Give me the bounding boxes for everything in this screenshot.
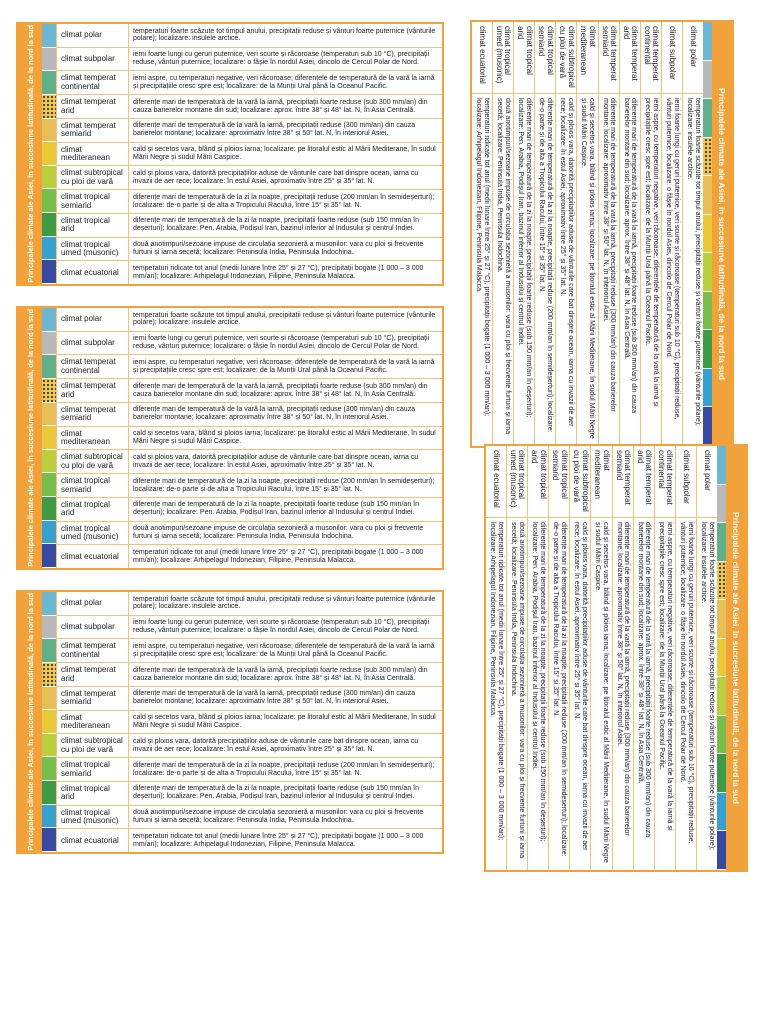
climate-name: climat temperat arid xyxy=(57,379,129,402)
climate-name: climat temperat semiarid xyxy=(57,687,129,710)
table-row xyxy=(527,446,548,870)
climate-description: ierni foarte lungi cu geruri puternice, veri scurte și răcoroase (temperaturi sub 10 °C), precipitații reduse, vânturi puternice; localizare: o fâșie în nordul Asiei, dincolo de Cercul Polar de Nord. xyxy=(133,335,430,351)
climate-name: climat subtropical cu ploi de vară xyxy=(570,446,590,518)
table-row xyxy=(569,446,590,870)
legend-swatch xyxy=(42,805,56,829)
table-row xyxy=(57,616,442,640)
climate-description: ierni foarte lungi cu geruri puternice, veri scurte și răcoroase (temperaturi sub 10 °C), precipitații reduse, vânturi puternice; localizare: o fâșie în nordul Asiei, dincolo de Cercul Polar de Nord. xyxy=(133,51,430,67)
climate-description: cald și ploios vara, datorită precipitațiilor aduse de vânturile care bat dinspre ocean, iarna cu invazii de aer rece; localizare: în estul Asiei, aproximativ între 25° și 35° lat. N. xyxy=(133,737,419,753)
climate-name: climat mediteranean xyxy=(57,143,129,166)
color-legend xyxy=(42,308,56,568)
legend-swatch xyxy=(42,48,56,72)
climate-name: climat tropical arid xyxy=(514,22,534,94)
climate-name: climat temperat semiarid xyxy=(57,119,129,142)
table-row xyxy=(619,22,640,446)
climate-name: climat temperat continental xyxy=(641,22,661,94)
table-row xyxy=(640,22,661,446)
table-row xyxy=(57,663,442,687)
table-row xyxy=(57,71,442,95)
table-row xyxy=(57,48,442,72)
legend-swatch xyxy=(42,308,56,332)
climate-name: climat tropical umed (musonic) xyxy=(493,22,513,94)
table-row xyxy=(661,22,682,446)
table-row xyxy=(57,592,442,616)
legend-swatch xyxy=(42,473,56,497)
climate-name: climat mediteranean xyxy=(57,427,129,450)
climate-name: climat ecuatorial xyxy=(57,829,129,852)
panel-title xyxy=(18,24,42,284)
table-row xyxy=(57,782,442,806)
climate-panel-rotated xyxy=(470,20,734,448)
climate-description: diferențe mari de temperatură de la zi la noapte, precipitații reduse (200 mm/an în semideșerturi); localizare: de-o parte și de alta a Tropicului Racului, între 15° și 35° lat. N. xyxy=(133,761,435,777)
color-legend xyxy=(42,24,56,284)
climate-description: diferențe mari de temperatură de la vară la iarnă, precipitații foarte reduse (sub 300 mm/an) din cauza barierelor montane din sud; localizare: aprox. între 38° și 48° lat. N, în Asia Centrală. xyxy=(636,522,652,838)
legend-swatch xyxy=(717,677,726,716)
legend-swatch xyxy=(42,95,56,119)
climate-name: climat subtropical cu ploi de vară xyxy=(57,450,129,473)
climate-panel-rotated xyxy=(484,444,748,872)
climate-description: cald și ploios vara, datorită precipitațiilor aduse de vânturile care bat dinspre ocean, iarna cu invazii de aer rece; localizare: în estul Asiei, aproximativ între 25° și 35° lat. N. xyxy=(573,522,589,851)
legend-swatch xyxy=(717,793,726,832)
climate-name: climat ecuatorial xyxy=(57,261,129,284)
table-row xyxy=(682,22,703,446)
climate-description: diferențe mari de temperatură de la vară la iarnă, precipitații foarte reduse (sub 300 mm/an) din cauza barierelor montane din sud; localizare: aprox. între 38° și 48° lat. N, în Asia Centrală. xyxy=(622,98,638,414)
legend-swatch xyxy=(703,292,712,331)
climate-table xyxy=(486,446,717,870)
climate-name: climat ecuatorial xyxy=(57,545,129,568)
table-row xyxy=(590,446,611,870)
climate-description: temperaturi ridicate tot anul (medii lunare între 25° și 27 °C), precipitații bogate (1 000 – 3 000 mm/an); localizare: Arhipelagul Indonezian, Filipine, Peninsula Malacca. xyxy=(475,98,490,417)
legend-swatch xyxy=(42,687,56,711)
table-row xyxy=(486,446,506,870)
table-row xyxy=(57,95,442,119)
climate-name: climat polar xyxy=(57,24,129,47)
table-row xyxy=(57,806,442,830)
climate-description: diferențe mari de temperatură de la zi la noapte, precipitații foarte reduse (sub 150 mm/an în deșerturi); localizare: Pen. Arabia, Podișul Iran, bazinul inferior al Indusului și centrul Indiei. xyxy=(531,522,547,842)
climate-name: climat temperat arid xyxy=(57,95,129,118)
color-legend xyxy=(703,22,712,446)
table-row xyxy=(57,214,442,238)
climate-name: climat tropical arid xyxy=(57,214,129,237)
legend-swatch xyxy=(717,485,726,524)
legend-swatch xyxy=(42,781,56,805)
climate-panel xyxy=(16,590,444,854)
climate-description: diferențe mari de temperatură de la zi la noapte, precipitații reduse (200 mm/an în semideșerturi); localizare: de-o parte și de alta a Tropicului Racului, între 15° și 35° lat. N. xyxy=(133,477,435,493)
table-row xyxy=(57,687,442,711)
legend-swatch xyxy=(703,176,712,215)
legend-swatch xyxy=(42,189,56,213)
climate-description: temperaturi foarte scăzute tot timpul anului, precipitații reduse și vânturi foarte puternice (vânturile polare); localizare: insulele arctice. xyxy=(133,311,436,327)
legend-swatch xyxy=(42,332,56,356)
climate-description: temperaturi foarte scăzute tot timpul anului, precipitații reduse și vânturi foarte puternice (vânturile polare); localizare: insulele arctice. xyxy=(133,27,436,43)
table-row xyxy=(57,24,442,48)
climate-description: ierni aspre, cu temperaturi negative, veri răcoroase; diferențele de temperatură de la vară la iarnă și precipitațiile cresc spre est; localizare: de la Munții Ural până la Oceanul Pacific. xyxy=(133,359,435,374)
climate-name: climat tropical semiarid xyxy=(57,190,129,213)
panel-title xyxy=(18,592,42,852)
table-row xyxy=(57,332,442,356)
table-row xyxy=(555,22,576,446)
panel-title-text: Principalele climate ale Asiei, în succesiune latitudinală, de la nord la sud xyxy=(25,593,35,851)
climate-table xyxy=(56,592,442,852)
climate-description: diferențe mari de temperatură de la zi la noapte, precipitații reduse (200 mm/an în semideșerturi); localizare: de-o parte și de alta a Tropicului Racului, între 15° și 35° lat. N. xyxy=(133,193,435,209)
legend-swatch xyxy=(42,403,56,427)
climate-name: climat tropical arid xyxy=(528,446,548,518)
climate-table xyxy=(56,24,442,284)
table-row xyxy=(57,639,442,663)
table-row xyxy=(57,355,442,379)
climate-description: cald și secetos vara, blând și ploios iarna; localizare: pe litoralul estic al Mării Mediterane, în sudul Mării Negre și sudul Mării Caspice. xyxy=(133,146,436,162)
table-row xyxy=(472,22,492,446)
climate-name: climat ecuatorial xyxy=(472,22,492,94)
climate-description: ierni foarte lungi cu geruri puternice, veri scurte și răcoroase (temperaturi sub 10 °C), precipitații reduse, vânturi puternice; localizare: o fâșie în nordul Asiei, dincolo de Cercul Polar de Nord. xyxy=(678,522,694,844)
climate-name: climat tropical umed (musonic) xyxy=(57,522,129,545)
table-row xyxy=(57,522,442,546)
table-row xyxy=(57,238,442,262)
color-legend xyxy=(717,446,726,870)
climate-description: diferențe mari de temperatură de la vară la iarnă, precipitații reduse (300 mm/an) din cauza barierelor montane; localizare: aproximativ între 38° și 50° lat. N, în interiorul Asiei. xyxy=(601,98,617,412)
legend-swatch xyxy=(42,119,56,143)
climate-description: ierni aspre, cu temperaturi negative, veri răcoroase; diferențele de temperatură de la vară la iarnă și precipitațiile cresc spre est; localizare: de la Munții Ural până la Oceanul Pacific. xyxy=(133,643,435,658)
climate-name: climat tropical semiarid xyxy=(57,474,129,497)
legend-swatch xyxy=(42,213,56,237)
climate-name: climat polar xyxy=(57,308,129,331)
legend-swatch xyxy=(42,24,56,48)
climate-name: climat subpolar xyxy=(662,22,682,94)
climate-description: cald și secetos vara, blând și ploios iarna; localizare: pe litoralul estic al Mării Mediterane, în sudul Mării Negre și sudul Mării Caspice. xyxy=(133,714,436,730)
legend-swatch xyxy=(42,426,56,450)
climate-name: climat mediteranean xyxy=(577,22,597,94)
legend-swatch xyxy=(703,61,712,100)
legend-swatch xyxy=(703,369,712,408)
table-row xyxy=(57,166,442,190)
climate-name: climat subpolar xyxy=(57,616,129,639)
climate-description: diferențe mari de temperatură de la vară la iarnă, precipitații reduse (300 mm/an) din cauza barierelor montane; localizare: aproximativ între 38° și 50° lat. N, în interiorul Asiei. xyxy=(133,406,416,422)
climate-name: climat polar xyxy=(57,592,129,615)
climate-name: climat subtropical cu ploi de vară xyxy=(556,22,576,94)
panel-title-text: Principalele climate ale Asiei, în succesiune latitudinală, de la nord la sud xyxy=(25,25,35,283)
table-row xyxy=(598,22,619,446)
legend-swatch xyxy=(42,379,56,403)
climate-description: două anotimpuri/sezoane impuse de circulația sezonieră a musonilor: vara cu ploi și frecvente furtuni și iarna secetă; localizare: Peninsula India, Peninsula Indochina. xyxy=(496,98,511,435)
table-row xyxy=(57,308,442,332)
climate-description: două anotimpuri/sezoane impuse de circulația sezonieră a musonilor: vara cu ploi și frecvente furtuni și iarna secetă; localizare: Peninsula India, Peninsula Indochina. xyxy=(133,241,424,256)
climate-description: ierni aspre, cu temperaturi negative, veri răcoroase; diferențele de temperatură de la vară la iarnă și precipitațiile cresc spre est; localizare: de la Munții Ural până la Oceanul Pacific. xyxy=(133,75,435,90)
climate-description: ierni foarte lungi cu geruri puternice, veri scurte și răcoroase (temperaturi sub 10 °C), precipitații reduse, vânturi puternice; localizare: o fâșie în nordul Asiei, dincolo de Cercul Polar de Nord. xyxy=(133,619,430,635)
climate-description: cald și ploios vara, datorită precipitațiilor aduse de vânturile care bat dinspre ocean, iarna cu invazii de aer rece; localizare: în estul Asiei, aproximativ între 25° și 35° lat. N. xyxy=(133,169,419,185)
climate-name: climat tropical arid xyxy=(57,782,129,805)
legend-swatch xyxy=(717,562,726,601)
table-row xyxy=(57,379,442,403)
table-row xyxy=(506,446,527,870)
table-row xyxy=(576,22,597,446)
table-row xyxy=(57,450,442,474)
legend-swatch xyxy=(42,450,56,474)
climate-description: două anotimpuri/sezoane impuse de circulația sezonieră a musonilor: vara cu ploi și frecvente furtuni și iarna secetă; localizare: Peninsula India, Peninsula Indochina. xyxy=(133,809,424,824)
climate-description: diferențe mari de temperatură de la zi la noapte, precipitații reduse (200 mm/an în semideșerturi); localizare: de-o parte și de alta a Tropicului Racului, între 15° și 35° lat. N. xyxy=(538,98,554,433)
legend-swatch xyxy=(703,253,712,292)
climate-name: climat tropical semiarid xyxy=(57,758,129,781)
legend-swatch xyxy=(703,99,712,138)
climate-name: climat temperat arid xyxy=(634,446,654,518)
panel-body xyxy=(472,22,703,446)
climate-name: climat temperat continental xyxy=(57,639,129,662)
climate-description: diferențe mari de temperatură de la vară la iarnă, precipitații reduse (300 mm/an) din cauza barierelor montane; localizare: aproximativ între 38° și 50° lat. N, în interiorul Asiei. xyxy=(133,690,416,706)
legend-swatch xyxy=(42,544,56,568)
climate-name: climat mediteranean xyxy=(591,446,611,518)
legend-swatch xyxy=(703,407,712,446)
climate-description: temperaturi ridicate tot anul (medii lunare între 25° și 27 °C), precipitații bogate (1 000 – 3 000 mm/an); localizare: Arhipelagul Indonezian, Filipine, Peninsula Malacca. xyxy=(489,522,504,841)
legend-swatch xyxy=(717,446,726,485)
table-row xyxy=(513,22,534,446)
panel-title xyxy=(18,308,42,568)
climate-name: climat subpolar xyxy=(57,48,129,71)
table-row xyxy=(57,427,442,451)
table-row xyxy=(57,711,442,735)
table-row xyxy=(57,829,442,852)
table-row xyxy=(612,446,633,870)
climate-description: temperaturi foarte scăzute tot timpul anului, precipitații reduse și vânturi foarte puternice (vânturile polare); localizare: insulele arctice. xyxy=(133,595,436,611)
climate-description: diferențe mari de temperatură de la vară la iarnă, precipitații foarte reduse (sub 300 mm/an) din cauza barierelor montane din sud; localizare: aprox. între 38° și 48° lat. N, în Asia Centrală. xyxy=(133,382,428,398)
legend-swatch xyxy=(703,215,712,254)
climate-name: climat tropical umed (musonic) xyxy=(57,806,129,829)
table-row xyxy=(57,403,442,427)
legend-swatch xyxy=(42,355,56,379)
climate-description: diferențe mari de temperatură de la zi la noapte, precipitații foarte reduse (sub 150 mm/an în deșerturi); localizare: Pen. Arabia, Podișul Iran, bazinul inferior al Indusului și centrul Indiei. xyxy=(133,785,419,801)
table-row xyxy=(57,545,442,568)
legend-swatch xyxy=(42,592,56,616)
climate-name: climat temperat continental xyxy=(57,355,129,378)
legend-swatch xyxy=(717,716,726,755)
climate-description: diferențe mari de temperatură de la zi la noapte, precipitații reduse (200 mm/an în semideșerturi); localizare: de-o parte și de alta a Tropicului Racului, între 15° și 35° lat. N. xyxy=(552,522,568,857)
legend-swatch xyxy=(717,831,726,870)
climate-description: diferențe mari de temperatură de la zi la noapte, precipitații foarte reduse (sub 150 mm/an în deșerturi); localizare: Pen. Arabia, Podișul Iran, bazinul inferior al Indusului și centrul Indiei. xyxy=(517,98,533,418)
table-row xyxy=(57,119,442,143)
panel-title: Principalele climate ale Asiei, în succesiune latitudinală, de la nord la sud xyxy=(726,446,746,870)
table-row xyxy=(57,474,442,498)
legend-swatch xyxy=(42,663,56,687)
table-row xyxy=(57,734,442,758)
climate-description: diferențe mari de temperatură de la zi la noapte, precipitații foarte reduse (sub 150 mm/an în deșerturi); localizare: Pen. Arabia, Podișul Iran, bazinul inferior al Indusului și centrul Indiei. xyxy=(133,501,419,517)
table-row xyxy=(548,446,569,870)
table-row xyxy=(534,22,555,446)
legend-swatch xyxy=(717,639,726,678)
climate-name: climat temperat continental xyxy=(57,71,129,94)
climate-name: climat temperat semiarid xyxy=(599,22,619,94)
table-row xyxy=(654,446,675,870)
climate-description: ierni aspre, cu temperaturi negative, veri răcoroase; diferențele de temperatură de la vară la iarnă și precipitațiile cresc spre est; localizare: de la Munții Ural până la Oceanul Pacific. xyxy=(643,98,659,407)
climate-panel xyxy=(16,306,444,570)
legend-swatch xyxy=(42,828,56,852)
climate-name: climat temperat arid xyxy=(620,22,640,94)
climate-description: temperaturi ridicate tot anul (medii lunare între 25° și 27 °C), precipitații bogate (1 000 – 3 000 mm/an); localizare: Arhipelagul Indonezian, Filipine, Peninsula Malacca. xyxy=(133,832,424,848)
legend-swatch xyxy=(42,639,56,663)
legend-swatch xyxy=(42,710,56,734)
legend-swatch xyxy=(703,330,712,369)
climate-description: temperaturi foarte scăzute tot timpul anului, precipitații reduse și vânturi foarte puternice (vânturile polare); localizare: insulele arctice. xyxy=(699,522,715,850)
panel-title: Principalele climate ale Asiei, în succesiune latitudinală, de la nord la sud xyxy=(712,22,732,446)
legend-swatch xyxy=(42,237,56,261)
climate-description: două anotimpuri/sezoane impuse de circulația sezonieră a musonilor: vara cu ploi și frecvente furtuni și iarna secetă; localizare: Peninsula India, Peninsula Indochina. xyxy=(510,522,525,859)
table-row xyxy=(57,190,442,214)
legend-swatch xyxy=(42,260,56,284)
table-row xyxy=(675,446,696,870)
climate-table xyxy=(472,22,703,446)
climate-description: ierni aspre, cu temperaturi negative, veri răcoroase; diferențele de temperatură de la vară la iarnă și precipitațiile cresc spre est; localizare: de la Munții Ural până la Oceanul Pacific. xyxy=(657,522,673,831)
legend-swatch xyxy=(42,142,56,166)
climate-description: cald și ploios vara, datorită precipitațiilor aduse de vânturile care bat dinspre ocean, iarna cu invazii de aer rece; localizare: în estul Asiei, aproximativ între 25° și 35° lat. N. xyxy=(133,453,419,469)
climate-description: două anotimpuri/sezoane impuse de circulația sezonieră a musonilor: vara cu ploi și frecvente furtuni și iarna secetă; localizare: Peninsula India, Peninsula Indochina. xyxy=(133,525,424,540)
climate-name: climat subtropical cu ploi de vară xyxy=(57,734,129,757)
legend-swatch xyxy=(42,71,56,95)
panel-title-text: Principalele climate ale Asiei, în succesiune latitudinală, de la nord la sud xyxy=(25,309,35,567)
climate-name: climat subpolar xyxy=(57,332,129,355)
climate-name: climat temperat semiarid xyxy=(613,446,633,518)
climate-name: climat tropical semiarid xyxy=(549,446,569,518)
color-legend xyxy=(42,592,56,852)
climate-name: climat temperat semiarid xyxy=(57,403,129,426)
climate-description: cald și ploios vara, datorită precipitațiilor aduse de vânturile care bat dinspre ocean, iarna cu invazii de aer rece; localizare: în estul Asiei, aproximativ între 25° și 35° lat. N. xyxy=(559,98,575,427)
climate-name: climat mediteranean xyxy=(57,711,129,734)
climate-name: climat subtropical cu ploi de vară xyxy=(57,166,129,189)
panel-body xyxy=(486,446,717,870)
climate-description: temperaturi foarte scăzute tot timpul anului, precipitații reduse și vânturi foarte puternice (vânturile polare); localizare: insulele arctice. xyxy=(685,98,701,426)
table-row xyxy=(57,143,442,167)
climate-description: diferențe mari de temperatură de la vară la iarnă, precipitații reduse (300 mm/an) din cauza barierelor montane; localizare: aproximativ între 38° și 50° lat. N, în interiorul Asiei. xyxy=(133,122,416,138)
climate-name: climat tropical arid xyxy=(57,498,129,521)
climate-description: temperaturi ridicate tot anul (medii lunare între 25° și 27 °C), precipitații bogate (1 000 – 3 000 mm/an); localizare: Arhipelagul Indonezian, Filipine, Peninsula Malacca. xyxy=(133,264,424,280)
climate-description: cald și secetos vara, blând și ploios iarna; localizare: pe litoralul estic al Mării Mediterane, în sudul Mării Negre și sudul Mării Caspice. xyxy=(133,430,436,446)
legend-swatch xyxy=(717,523,726,562)
table-row xyxy=(633,446,654,870)
climate-description: ierni foarte lungi cu geruri puternice, veri scurte și răcoroase (temperaturi sub 10 °C), precipitații reduse, vânturi puternice; localizare: o fâșie în nordul Asiei, dincolo de Cercul Polar de Nord. xyxy=(664,98,680,420)
climate-name: climat ecuatorial xyxy=(486,446,506,518)
legend-swatch xyxy=(703,22,712,61)
legend-swatch xyxy=(717,754,726,793)
climate-table xyxy=(56,308,442,568)
climate-name: climat tropical semiarid xyxy=(535,22,555,94)
climate-panel xyxy=(16,22,444,286)
climate-description: temperaturi ridicate tot anul (medii lunare între 25° și 27 °C), precipitații bogate (1 000 – 3 000 mm/an); localizare: Arhipelagul Indonezian, Filipine, Peninsula Malacca. xyxy=(133,548,424,564)
climate-description: cald și secetos vara, blând și ploios iarna; localizare: pe litoralul estic al Mării Mediterane, în sudul Mării Negre și sudul Mării Caspice. xyxy=(594,522,610,863)
climate-description: diferențe mari de temperatură de la vară la iarnă, precipitații foarte reduse (sub 300 mm/an) din cauza barierelor montane din sud; localizare: aprox. între 38° și 48° lat. N, în Asia Centrală. xyxy=(133,666,428,682)
table-row xyxy=(57,758,442,782)
legend-swatch xyxy=(42,757,56,781)
climate-name: climat tropical umed (musonic) xyxy=(507,446,527,518)
legend-swatch xyxy=(42,497,56,521)
legend-swatch xyxy=(717,600,726,639)
climate-description: cald și secetos vara, blând și ploios iarna; localizare: pe litoralul estic al Mării Mediterane, în sudul Mării Negre și sudul Mării Caspice. xyxy=(580,98,596,439)
climate-description: diferențe mari de temperatură de la vară la iarnă, precipitații reduse (300 mm/an) din cauza barierelor montane; localizare: aproximativ între 38° și 50° lat. N, în interiorul Asiei. xyxy=(615,522,631,836)
climate-name: climat tropical umed (musonic) xyxy=(57,238,129,261)
legend-swatch xyxy=(42,521,56,545)
legend-swatch xyxy=(703,138,712,177)
table-row xyxy=(492,22,513,446)
legend-swatch xyxy=(42,166,56,190)
climate-name: climat polar xyxy=(697,446,717,518)
climate-description: diferențe mari de temperatură de la vară la iarnă, precipitații foarte reduse (sub 300 mm/an) din cauza barierelor montane din sud; localizare: aprox. între 38° și 48° lat. N, în Asia Centrală. xyxy=(133,98,428,114)
table-row xyxy=(57,498,442,522)
climate-name: climat temperat arid xyxy=(57,663,129,686)
table-row xyxy=(57,261,442,284)
legend-swatch xyxy=(42,734,56,758)
legend-swatch xyxy=(42,616,56,640)
climate-name: climat subpolar xyxy=(676,446,696,518)
climate-description: diferențe mari de temperatură de la zi la noapte, precipitații foarte reduse (sub 150 mm/an în deșerturi); localizare: Pen. Arabia, Podișul Iran, bazinul inferior al Indusului și centrul Indiei. xyxy=(133,217,419,233)
climate-name: climat temperat continental xyxy=(655,446,675,518)
table-row xyxy=(696,446,717,870)
climate-name: climat polar xyxy=(683,22,703,94)
